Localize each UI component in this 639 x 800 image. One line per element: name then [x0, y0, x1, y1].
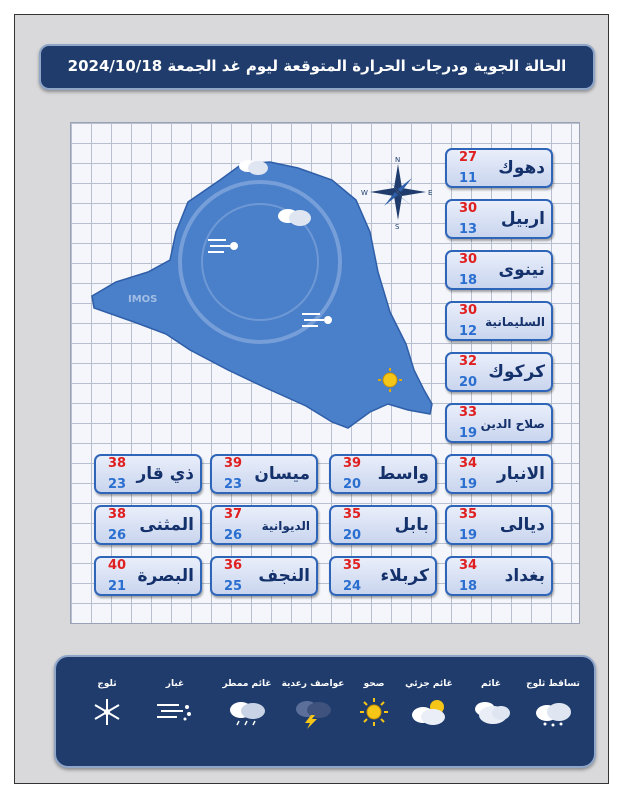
legend-label: غائم جزئي	[405, 679, 453, 689]
max-temperature: 39	[224, 456, 243, 471]
legend-item	[339, 679, 409, 731]
min-temperature: 20	[343, 477, 362, 492]
max-temperature: 27	[459, 150, 478, 165]
legend-item	[212, 679, 282, 731]
city-name: ديالى	[499, 515, 545, 535]
watermark-text: IMOS	[128, 294, 158, 305]
city-card	[445, 199, 553, 239]
rain-cloud-icon	[212, 697, 282, 731]
min-temperature: 20	[459, 375, 478, 390]
max-temperature: 38	[108, 507, 127, 522]
snowflake-icon	[72, 697, 142, 731]
max-temperature: 35	[343, 558, 362, 573]
city-name: ميسان	[254, 464, 310, 484]
city-name: النجف	[258, 566, 310, 586]
city-card	[210, 556, 318, 596]
legend-label: ثلوج	[97, 679, 117, 689]
legend-label: عواصف رعدية	[281, 679, 345, 689]
max-temperature: 33	[459, 405, 478, 420]
city-card	[94, 505, 202, 545]
max-temperature: 35	[459, 507, 478, 522]
max-temperature: 35	[343, 507, 362, 522]
max-temperature: 30	[459, 252, 478, 267]
max-temperature: 38	[108, 456, 127, 471]
city-card	[445, 352, 553, 392]
max-temperature: 30	[459, 303, 478, 318]
min-temperature: 24	[343, 579, 362, 594]
city-name: صلاح الدين	[480, 417, 545, 431]
snow-cloud-icon	[518, 697, 588, 731]
city-card	[210, 454, 318, 494]
legend-label: صحو	[363, 679, 385, 689]
city-name: واسط	[377, 464, 429, 484]
city-name: نينوى	[498, 260, 545, 280]
min-temperature: 23	[224, 477, 243, 492]
city-card	[329, 505, 437, 545]
legend-item	[72, 679, 142, 731]
city-name: البصرة	[137, 566, 194, 586]
city-card	[445, 148, 553, 188]
city-card	[210, 505, 318, 545]
city-name: بابل	[394, 515, 429, 535]
page-title: الحالة الجوية ودرجات الحرارة المتوقعة ليوم غد الجمعة 2024/10/18	[39, 44, 595, 90]
legend-item	[518, 679, 588, 731]
city-card	[329, 556, 437, 596]
min-temperature: 26	[224, 528, 243, 543]
legend-item	[456, 679, 526, 731]
legend-item	[140, 679, 210, 729]
city-name: الانبار	[497, 464, 545, 484]
svg-text:N: N	[395, 156, 401, 164]
svg-text:S: S	[395, 223, 400, 231]
max-temperature: 39	[343, 456, 362, 471]
max-temperature: 34	[459, 456, 478, 471]
legend-label: تساقط ثلوج	[526, 679, 580, 689]
min-temperature: 25	[224, 579, 243, 594]
min-temperature: 19	[459, 528, 478, 543]
legend-label: غبار	[165, 679, 185, 689]
weather-legend	[54, 655, 596, 768]
city-card	[94, 454, 202, 494]
legend-label: غائم ممطر	[222, 679, 272, 689]
city-name: بغداد	[504, 566, 545, 586]
min-temperature: 12	[459, 324, 478, 339]
min-temperature: 20	[343, 528, 362, 543]
city-name: ذي قار	[136, 464, 194, 484]
city-card	[445, 505, 553, 545]
dust-icon	[140, 697, 210, 729]
svg-text:W: W	[361, 189, 368, 197]
max-temperature: 36	[224, 558, 243, 573]
city-card	[445, 301, 553, 341]
city-name: كركوك	[488, 362, 545, 382]
city-name: الديوانية	[261, 519, 310, 533]
max-temperature: 40	[108, 558, 127, 573]
cloudy-icon	[456, 697, 526, 731]
min-temperature: 21	[108, 579, 127, 594]
min-temperature: 11	[459, 171, 478, 186]
svg-text:E: E	[428, 189, 433, 197]
city-name: كربلاء	[380, 566, 429, 586]
max-temperature: 37	[224, 507, 243, 522]
city-card	[445, 556, 553, 596]
city-name: المثنى	[139, 515, 194, 535]
legend-label: غائم	[481, 679, 501, 689]
city-card	[329, 454, 437, 494]
city-card	[445, 454, 553, 494]
city-name: دهوك	[498, 158, 545, 178]
city-card	[445, 250, 553, 290]
min-temperature: 18	[459, 579, 478, 594]
city-name: السليمانية	[485, 315, 545, 329]
max-temperature: 30	[459, 201, 478, 216]
sun-icon	[339, 697, 409, 731]
min-temperature: 19	[459, 477, 478, 492]
legend-item	[278, 679, 348, 733]
compass-rose-icon	[361, 156, 432, 231]
thunderstorm-icon	[278, 697, 348, 733]
max-temperature: 34	[459, 558, 478, 573]
min-temperature: 13	[459, 222, 478, 237]
city-name: اربيل	[500, 209, 545, 229]
min-temperature: 23	[108, 477, 127, 492]
min-temperature: 26	[108, 528, 127, 543]
max-temperature: 32	[459, 354, 478, 369]
city-card	[94, 556, 202, 596]
city-card	[445, 403, 553, 443]
min-temperature: 18	[459, 273, 478, 288]
min-temperature: 19	[459, 426, 478, 441]
